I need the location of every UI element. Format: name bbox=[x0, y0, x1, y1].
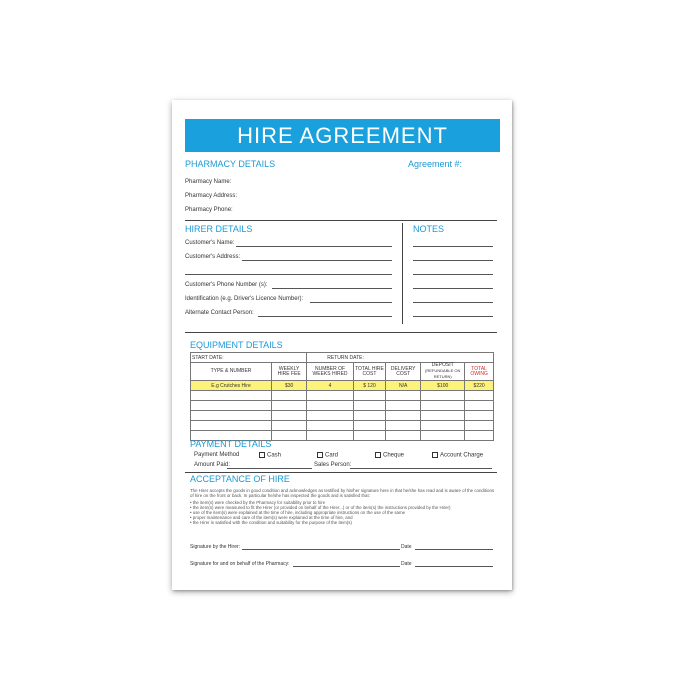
column-header: NUMBER OF WEEKS HIRED bbox=[307, 363, 353, 381]
table-cell: N/A bbox=[386, 381, 421, 391]
payment-method-label: Payment Method bbox=[194, 452, 240, 458]
acceptance-bullet: • the Hirer is satisfied with the condition and suitability for the purpose of the item(s) bbox=[190, 520, 352, 525]
alternate-contact-label: Alternate Contact Person: bbox=[185, 310, 254, 316]
agreement-number-label: Agreement #: bbox=[408, 159, 463, 169]
acceptance-bullet: • proper maintenance and care of the item(s) were explained at the time of hire, and bbox=[190, 515, 353, 520]
alternate-contact-field[interactable] bbox=[258, 316, 392, 317]
sales-person-field[interactable] bbox=[350, 468, 492, 469]
return-date-label: RETURN DATE: bbox=[327, 354, 364, 361]
hirer-signature-label: Signature by the Hirer: bbox=[190, 544, 241, 550]
notes-line[interactable] bbox=[413, 260, 493, 261]
customer-address-field[interactable] bbox=[242, 260, 392, 261]
checkbox[interactable] bbox=[432, 452, 438, 458]
start-date-label: START DATE: bbox=[192, 354, 224, 361]
column-header: DELIVERY COST bbox=[386, 363, 421, 381]
payment-option-cheque[interactable]: Cheque bbox=[375, 452, 404, 459]
table-row[interactable] bbox=[191, 411, 494, 421]
customer-phone-label: Customer's Phone Number (s): bbox=[185, 282, 268, 288]
checkbox[interactable] bbox=[375, 452, 381, 458]
hirer-date-field[interactable] bbox=[415, 549, 493, 550]
hirer-details-heading: HIRER DETAILS bbox=[185, 224, 253, 234]
section-divider bbox=[185, 472, 497, 473]
return-date-cell[interactable] bbox=[307, 353, 494, 363]
section-divider bbox=[185, 220, 497, 221]
pharmacy-name-label: Pharmacy Name: bbox=[185, 179, 232, 185]
equipment-details-heading: EQUIPMENT DETAILS bbox=[190, 340, 283, 350]
notes-line[interactable] bbox=[413, 246, 493, 247]
identification-label: Identification (e.g. Driver's Licence Number): bbox=[185, 296, 304, 302]
amount-paid-label: Amount Paid: bbox=[194, 462, 231, 468]
payment-details-heading: PAYMENT DETAILS bbox=[190, 439, 272, 449]
hire-agreement-sheet bbox=[172, 100, 512, 590]
payment-option-cash[interactable]: Cash bbox=[259, 452, 281, 459]
acceptance-heading: ACCEPTANCE OF HIRE bbox=[190, 474, 290, 484]
identification-field[interactable] bbox=[310, 302, 392, 303]
notes-line[interactable] bbox=[413, 274, 493, 275]
payment-option-account-charge[interactable]: Account Charge bbox=[432, 452, 483, 459]
amount-paid-field[interactable] bbox=[227, 468, 312, 469]
table-row[interactable] bbox=[191, 401, 494, 411]
acceptance-bullet: • use of the item(s) were explained at the time of hire, including appropriate instructions on the use of the same bbox=[190, 510, 406, 515]
hirer-date-label: Date bbox=[401, 544, 412, 550]
table-row bbox=[191, 353, 494, 363]
equipment-table bbox=[190, 352, 494, 441]
notes-line[interactable] bbox=[413, 288, 493, 289]
deposit-note: (REFUNDABLE ON RETURN) bbox=[425, 368, 461, 379]
pharmacy-signature-label: Signature for and on behalf of the Pharmacy: bbox=[190, 561, 290, 567]
payment-option-card[interactable]: Card bbox=[317, 452, 338, 459]
page-title: HIRE AGREEMENT bbox=[185, 119, 500, 152]
acceptance-bullet: • the item(s) were checked by the Pharmacy for suitability prior to hire bbox=[190, 500, 326, 505]
notes-line[interactable] bbox=[413, 302, 493, 303]
notes-divider bbox=[402, 223, 403, 324]
column-header: TOTAL OWING bbox=[465, 363, 494, 381]
column-header-deposit bbox=[421, 363, 465, 381]
customer-phone-field[interactable] bbox=[272, 288, 392, 289]
acceptance-text: The Hirer accepts the goods in good condition and acknowledges as testified by his/her signature here in that he/she has read and is aware of the conditions of hire on the front or back. In particular he/she has inspected the goods and is satisfied that: bbox=[190, 488, 495, 499]
customer-address-label: Customer's Address: bbox=[185, 254, 241, 260]
customer-name-label: Customer's Name: bbox=[185, 240, 235, 246]
sales-person-label: Sales Person: bbox=[314, 462, 352, 468]
pharmacy-details-heading: PHARMACY DETAILS bbox=[185, 159, 276, 169]
pharmacy-date-label: Date bbox=[401, 561, 412, 567]
acceptance-bullet: • the item(s) were measured to fit the Hirer (or provided on behalf of the Hirer...) or of the item(s) the instructions provided by the Hirer) bbox=[190, 505, 451, 510]
checkbox[interactable] bbox=[317, 452, 323, 458]
table-cell: $220 bbox=[465, 381, 494, 391]
column-header: TOTAL HIRE COST bbox=[353, 363, 385, 381]
section-divider bbox=[185, 332, 497, 333]
notes-line[interactable] bbox=[413, 316, 493, 317]
deposit-label: DEPOSIT bbox=[431, 362, 454, 368]
table-header-row bbox=[191, 363, 494, 381]
notes-heading: NOTES bbox=[413, 224, 445, 234]
table-cell: $ 120 bbox=[353, 381, 385, 391]
table-cell: $30 bbox=[272, 381, 307, 391]
pharmacy-signature-field[interactable] bbox=[293, 566, 400, 567]
customer-name-field[interactable] bbox=[236, 246, 392, 247]
table-row[interactable] bbox=[191, 391, 494, 401]
table-cell: $100 bbox=[421, 381, 465, 391]
pharmacy-address-label: Pharmacy Address: bbox=[185, 193, 238, 199]
column-header: TYPE & NUMBER bbox=[191, 363, 272, 381]
column-header: WEEKLY HIRE FEE bbox=[272, 363, 307, 381]
hirer-signature-field[interactable] bbox=[242, 549, 400, 550]
pharmacy-date-field[interactable] bbox=[415, 566, 493, 567]
pharmacy-phone-label: Pharmacy Phone: bbox=[185, 207, 233, 213]
table-cell: E.g Crutches Hire bbox=[191, 381, 272, 391]
table-row[interactable] bbox=[191, 421, 494, 431]
customer-address-field-2[interactable] bbox=[185, 274, 392, 275]
table-cell: 4 bbox=[307, 381, 353, 391]
checkbox[interactable] bbox=[259, 452, 265, 458]
start-date-cell[interactable] bbox=[191, 353, 307, 363]
table-row-example bbox=[191, 381, 494, 391]
